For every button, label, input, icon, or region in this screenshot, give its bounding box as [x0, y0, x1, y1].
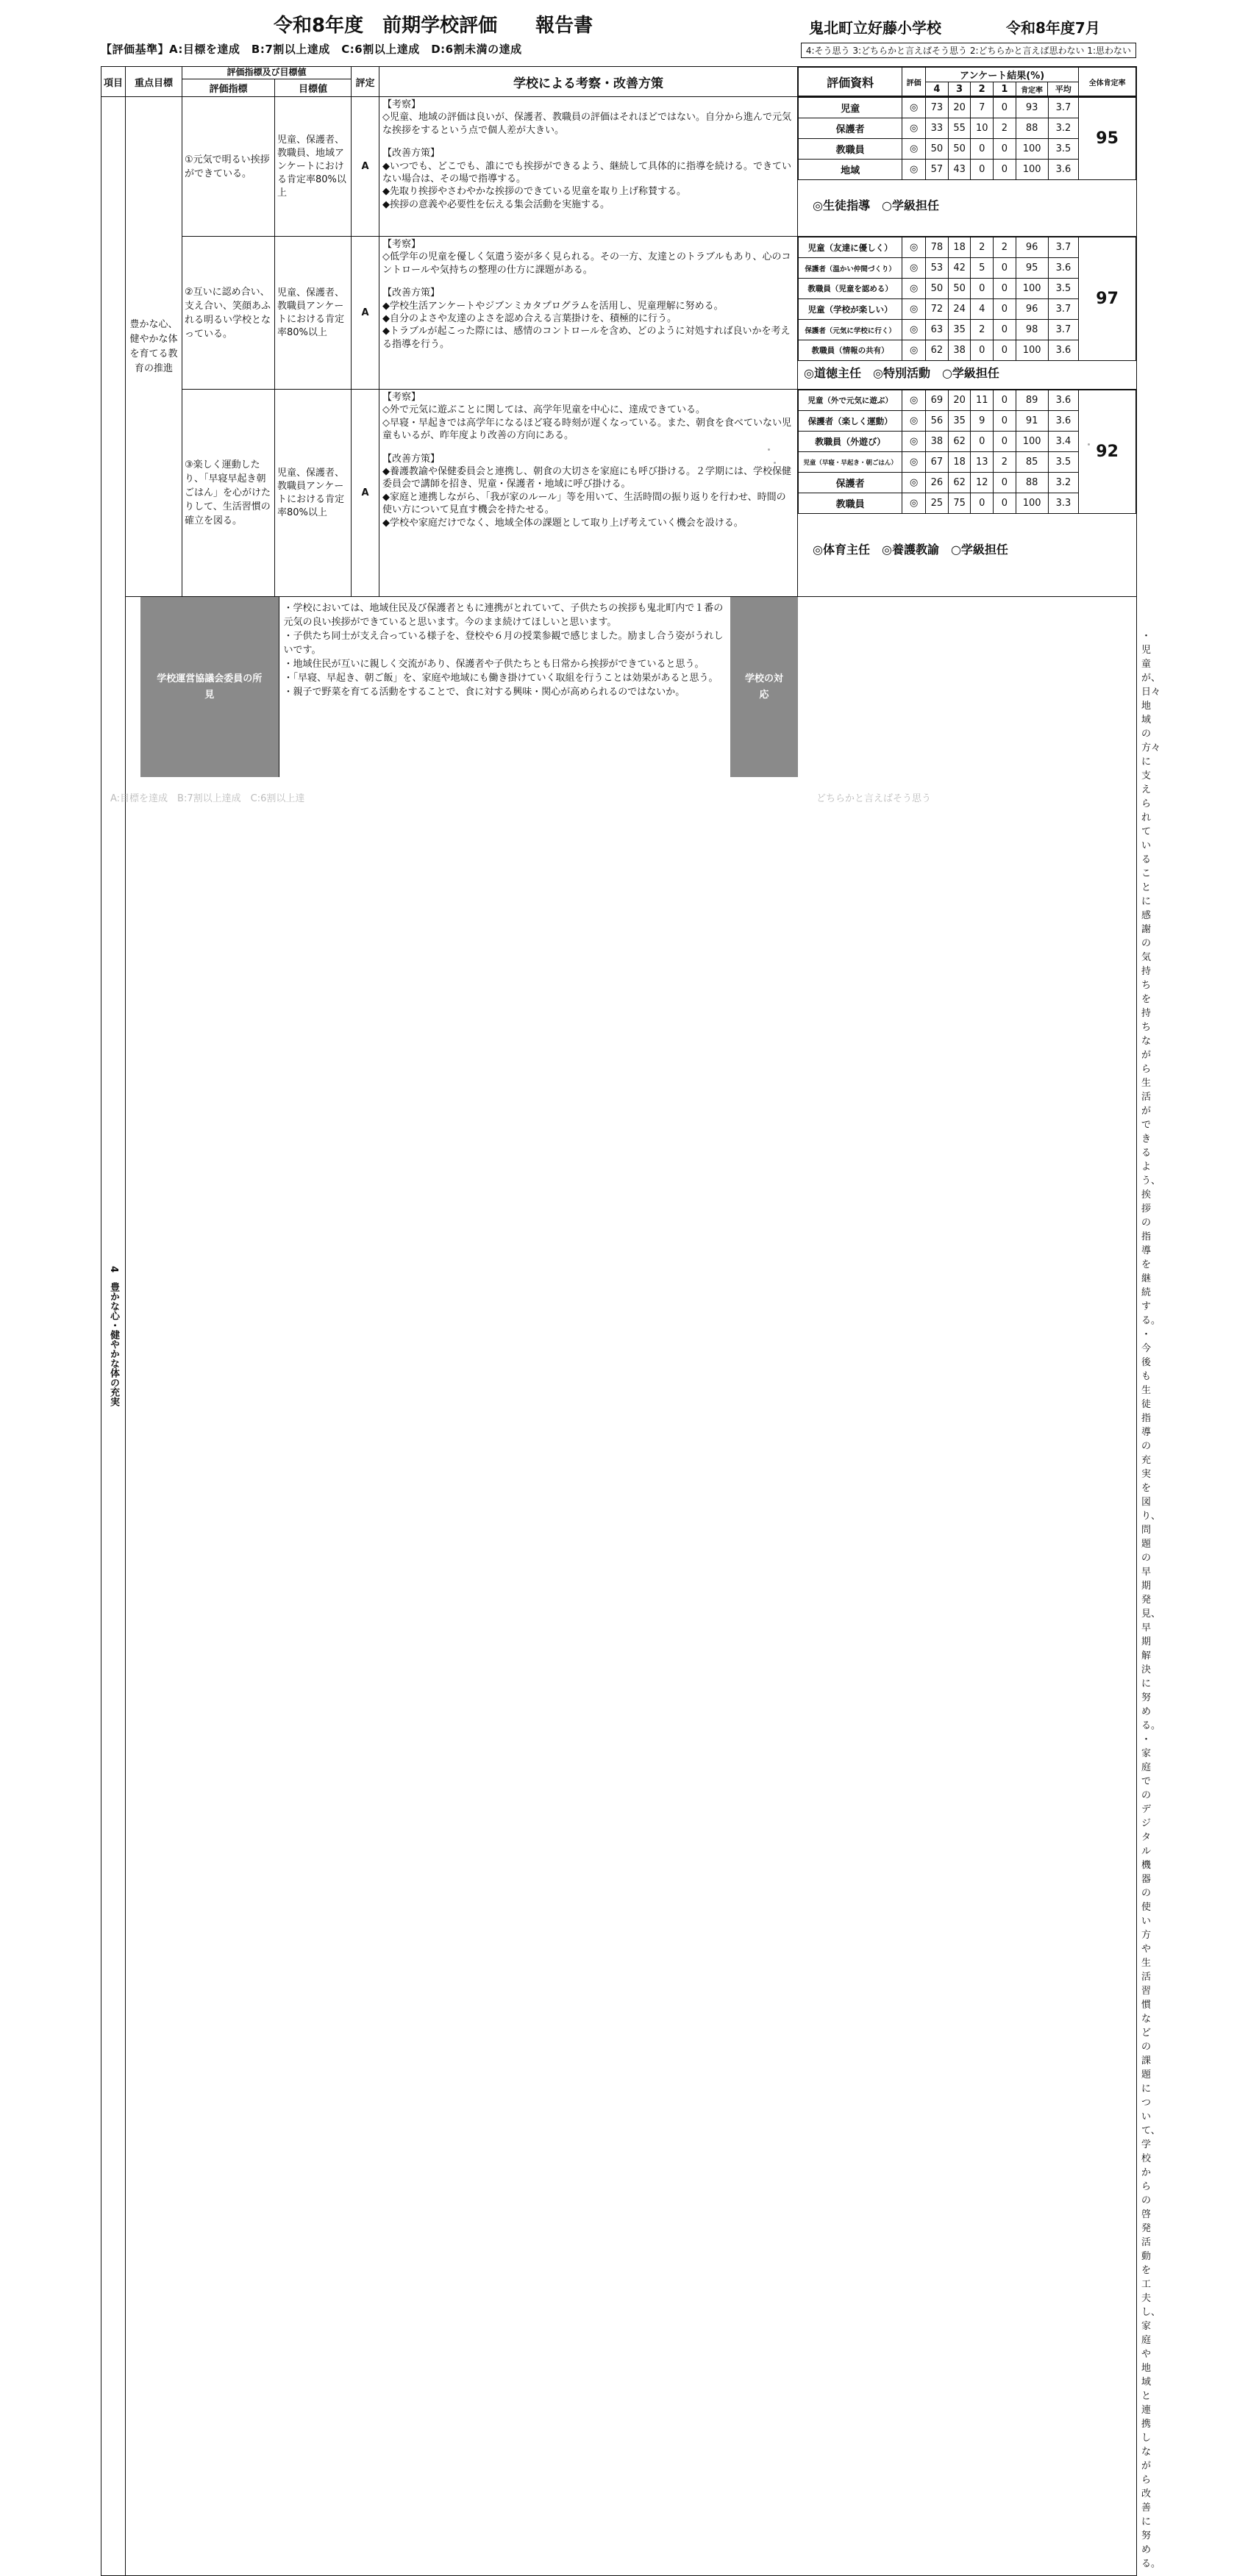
survey-table-1 [798, 97, 1136, 180]
survey-v2: 0 [971, 279, 994, 299]
survey-positive: 88 [1016, 473, 1048, 493]
survey-header-cell [798, 67, 1137, 97]
responsible-3: ◎体育主任 ◎養護教諭 ○学級担任 [813, 543, 1008, 557]
grade-2: A [352, 237, 379, 390]
council-comment: ・「早寝、早起き、朝ご飯」を、家庭や地域にも働き掛けていく取組を行うことは効果があると思う。 [283, 673, 719, 684]
survey-positive: 91 [1016, 411, 1048, 432]
survey-v4: 56 [926, 411, 949, 432]
school-name: 鬼北町立好藤小学校 [809, 19, 941, 37]
col-header-material: 評価資料 [799, 68, 902, 96]
survey-v2: 4 [971, 299, 994, 320]
survey-v2: 9 [971, 411, 994, 432]
col-header-indicator: 評価指標 [182, 79, 275, 96]
col-header-target: 目標値 [275, 79, 352, 96]
survey-v2: 2 [971, 237, 994, 258]
survey-v3: 18 [948, 452, 971, 473]
scan-speck [1088, 443, 1090, 446]
survey-v2: 7 [971, 98, 994, 118]
survey-v2: 12 [971, 473, 994, 493]
reflection-head: 【考察】 [382, 392, 421, 403]
reflection-1 [379, 97, 798, 237]
survey-positive: 98 [1016, 320, 1048, 340]
survey-v2: 13 [971, 452, 994, 473]
survey-row [799, 390, 1136, 411]
survey-v4: 57 [926, 160, 949, 180]
survey-v3: 35 [948, 320, 971, 340]
survey-v1: 0 [994, 98, 1016, 118]
survey-eval: ◎ [902, 390, 926, 411]
survey-positive: 96 [1016, 237, 1048, 258]
survey-average: 3.5 [1048, 452, 1079, 473]
survey-average: 3.6 [1048, 258, 1079, 279]
page-title: 令和8年度 前期学校評価 報告書 [274, 15, 593, 37]
council-comment: ・子供たち同士が支え合っている様子を、登校や６月の授業参観で感じました。励まし合う姿がうれしいです。 [283, 631, 724, 656]
reflection-text: ◇低学年の児童を優しく気遣う姿が多く見られる。その一方、友達とのトラブルもあり、心のコントロールや気持ちの整理の仕方に課題がある。 [382, 251, 791, 276]
survey-positive: 93 [1016, 98, 1048, 118]
survey-label: 児童（外で元気に遊ぶ） [799, 390, 902, 411]
survey-label: 教職員（外遊び） [799, 432, 902, 452]
survey-block-1 [798, 97, 1137, 237]
survey-eval: ◎ [902, 340, 926, 361]
survey-v1: 0 [994, 411, 1016, 432]
survey-v3: 38 [948, 340, 971, 361]
survey-eval: ◎ [902, 299, 926, 320]
council-comment: ・学校においては、地域住民及び保護者ともに連携がとれていて、子供たちの挨拶も鬼北町内で１番の元気の良い挨拶ができていると思います。今のまま続けてほしいと思います。 [283, 603, 724, 628]
survey-average: 3.5 [1048, 279, 1079, 299]
survey-positive: 100 [1016, 432, 1048, 452]
survey-v4: 33 [926, 118, 949, 139]
council-response-cell [126, 597, 1137, 2576]
council-comments [279, 597, 730, 777]
survey-eval: ◎ [902, 452, 926, 473]
responsible-2: ◎道徳主任 ◎特別活動 ○学級担任 [804, 366, 999, 380]
improve-text: ◆学校生活アンケートやジブンミカタプログラムを活用し、児童理解に努める。 ◆自分のよさや友達のよさを認め合える言葉掛けを、積極的に行う。 ◆トラブルが起こった際には、感情のコントロールを含め、どのように対処すれば良いかを考える指導を行う。 [382, 300, 791, 350]
reflection-3 [379, 390, 798, 597]
reflection-head: 【考察】 [382, 239, 421, 250]
target-3: 児童、保護者、教職員アンケートにおける肯定率80%以上 [275, 390, 352, 597]
survey-v3: 55 [948, 118, 971, 139]
col-header-positive: 肯定率 [1016, 82, 1048, 96]
improve-head: 【改善方策】 [382, 453, 441, 465]
survey-label: 児童（友達に優しく） [799, 237, 902, 258]
scan-speck [774, 462, 776, 464]
survey-v4: 38 [926, 432, 949, 452]
bleed-through-left: A:目標を達成 B:7割以上達成 C:6割以上達 [110, 793, 305, 804]
survey-v2: 10 [971, 118, 994, 139]
survey-average: 3.4 [1048, 432, 1079, 452]
survey-eval: ◎ [902, 320, 926, 340]
evaluation-criteria: 【評価基準】A:目標を達成 B:7割以上達成 C:6割以上達成 D:6割未満の達成 [101, 43, 522, 56]
reflection-head: 【考察】 [382, 99, 421, 110]
survey-positive: 95 [1016, 258, 1048, 279]
survey-v3: 42 [948, 258, 971, 279]
reflection-text: ◇外で元気に遊ぶことに関しては、高学年児童を中心に、達成できている。 ◇早寝・早起きでは高学年になるほど寝る時刻が遅くなっている。また、朝食を食べていない児童もいるが、昨年度より改善の方向にある。 [382, 404, 792, 442]
survey-v1: 2 [994, 452, 1016, 473]
col-header-goal: 重点目標 [126, 67, 182, 97]
survey-label: 児童（早寝・早起き・朝ごはん） [799, 452, 902, 473]
survey-v1: 0 [994, 390, 1016, 411]
survey-v2: 11 [971, 390, 994, 411]
survey-average: 3.7 [1048, 98, 1079, 118]
survey-v2: 0 [971, 493, 994, 514]
survey-eval: ◎ [902, 237, 926, 258]
survey-v3: 24 [948, 299, 971, 320]
survey-v3: 62 [948, 473, 971, 493]
section-goal: 豊かな心、健やかな体を育てる教育の推進 [126, 97, 182, 597]
survey-eval: ◎ [902, 473, 926, 493]
survey-v3: 50 [948, 279, 971, 299]
council-comment: ・地域住民が互いに親しく交流があり、保護者や子供たちとも日常から挨拶ができていると思う。 [283, 659, 705, 670]
indicator-3: ③楽しく運動したり、「早寝早起き朝ごはん」を心がけたりして、生活習慣の確立を図る。 [182, 390, 275, 597]
overall-positive-3: 92 [1079, 390, 1136, 514]
survey-label: 教職員 [799, 139, 902, 160]
survey-positive: 100 [1016, 279, 1048, 299]
col-header-grade: 評定 [352, 67, 379, 97]
survey-v3: 75 [948, 493, 971, 514]
col-header-survey: アンケート結果(%) [926, 68, 1079, 82]
survey-v4: 50 [926, 279, 949, 299]
survey-eval: ◎ [902, 118, 926, 139]
survey-positive: 100 [1016, 340, 1048, 361]
col-header-overall: 全体肯定率 [1079, 68, 1136, 96]
improve-head: 【改善方策】 [382, 287, 441, 299]
col-header-s1: 1 [994, 82, 1016, 96]
col-header-item: 項目 [101, 67, 126, 97]
survey-v4: 63 [926, 320, 949, 340]
survey-positive: 85 [1016, 452, 1048, 473]
survey-v4: 78 [926, 237, 949, 258]
col-header-evaluation: 評価 [902, 68, 926, 96]
survey-average: 3.7 [1048, 237, 1079, 258]
survey-table-3 [798, 390, 1136, 514]
survey-label: 児童 [799, 98, 902, 118]
section-item-text: 4 豊かな心・健やかな体の充実 [108, 1265, 119, 1407]
survey-label: 児童（学校が楽しい） [799, 299, 902, 320]
survey-block-3 [798, 390, 1137, 597]
council-label: 学校運営協議会委員の所見 [140, 597, 279, 777]
survey-table-2 [798, 237, 1136, 361]
survey-row [799, 237, 1136, 258]
survey-v3: 35 [948, 411, 971, 432]
survey-v4: 69 [926, 390, 949, 411]
grade-3: A [352, 390, 379, 597]
col-header-reflection: 学校による考察・改善方策 [379, 67, 798, 97]
target-2: 児童、保護者、教職員アンケートにおける肯定率80%以上 [275, 237, 352, 390]
survey-positive: 88 [1016, 118, 1048, 139]
survey-average: 3.7 [1048, 320, 1079, 340]
overall-positive-2: 97 [1079, 237, 1136, 361]
survey-v1: 0 [994, 160, 1016, 180]
col-header-s2: 2 [971, 82, 994, 96]
survey-average: 3.5 [1048, 139, 1079, 160]
survey-eval: ◎ [902, 98, 926, 118]
survey-label: 教職員（児童を認める） [799, 279, 902, 299]
survey-average: 3.6 [1048, 160, 1079, 180]
survey-eval: ◎ [902, 258, 926, 279]
indicator-1: ①元気で明るい挨拶ができている。 [182, 97, 275, 237]
survey-average: 3.2 [1048, 473, 1079, 493]
survey-v1: 2 [994, 237, 1016, 258]
survey-v4: 67 [926, 452, 949, 473]
survey-header [798, 67, 1136, 96]
survey-v2: 0 [971, 139, 994, 160]
survey-v1: 0 [994, 320, 1016, 340]
survey-eval: ◎ [902, 160, 926, 180]
survey-v3: 43 [948, 160, 971, 180]
survey-v3: 18 [948, 237, 971, 258]
survey-v3: 20 [948, 98, 971, 118]
survey-label: 保護者（楽しく運動） [799, 411, 902, 432]
survey-v2: 0 [971, 432, 994, 452]
indicator-2: ②互いに認め合い、支え合い、笑顔あふれる明るい学校となっている。 [182, 237, 275, 390]
survey-average: 3.7 [1048, 299, 1079, 320]
scan-speck [768, 448, 770, 451]
council-table [126, 597, 1136, 777]
survey-positive: 100 [1016, 139, 1048, 160]
survey-v1: 0 [994, 432, 1016, 452]
survey-v2: 0 [971, 160, 994, 180]
survey-v3: 20 [948, 390, 971, 411]
survey-label: 教職員 [799, 493, 902, 514]
survey-positive: 100 [1016, 160, 1048, 180]
survey-eval: ◎ [902, 139, 926, 160]
survey-v3: 50 [948, 139, 971, 160]
survey-eval: ◎ [902, 279, 926, 299]
improve-text: ◆養護教諭や保健委員会と連携し、朝食の大切さを家庭にも呼び掛ける。２学期には、学校保健委員会で講師を招き、児童・保護者・地域に呼び掛ける。 ◆家庭と連携しながら、「我が家のルール」等を用いて、生活時間の振り返りを行わせ、時間の使い方について見直す機会を持たせる。 ◆学校や家庭だけでなく、地域全体の課題として取り上げ考えていく機会を設ける。 [382, 466, 792, 529]
survey-v1: 0 [994, 279, 1016, 299]
council-comment: ・親子で野菜を育てる活動をすることで、食に対する興味・関心が高められるのではないか。 [283, 687, 685, 698]
survey-label: 保護者（元気に学校に行く） [799, 320, 902, 340]
survey-label: 保護者（温かい仲間づくり） [799, 258, 902, 279]
grade-1: A [352, 97, 379, 237]
survey-average: 3.6 [1048, 390, 1079, 411]
evaluation-table: 項目 重点目標 評価指標及び目標値 評定 学校による考察・改善方策 評価資料 評価 アンケート結果(%) 全体肯定率 4 3 2 1 肯定率 平均 評価指標 目標値 4 豊かな心・健やかな体の充実 豊かな心、健やかな体を育てる教育の推進 ①元気で明るい挨拶ができている。 児童、保護者、教職員、地域アンケートにおける肯定率80%以上 A 【考察】 ◇児童、地域の評価は良いが、保護者、教職員の評価はそれほどではない。自分から進んで元気な挨拶をするという点で個人差が大きい。 【改善方策】 ◆いつでも、どこでも、誰にでも挨拶ができるよう、継続して具体的に指導を続ける。できていない場合は、その場で指導する。 ◆先取り挨拶やさわやかな挨拶のできている児童を取り上げ称賛する。 ◆挨拶の意義や必要性を伝える集会活動を実施する。 児童 ◎ 73 20 7 0 93 3.7 95 保護者 ◎ 33 55 10 2 88 3.2 教職員 ◎ 50 50 0 0 100 3.5 地域 ◎ 57 43 0 0 100 3.6 ◎生徒指導 ○学級担任 ②互いに認め合い、支え合い、笑顔あふれる明るい学校となっている。 児童、保護者、教職員アンケートにおける肯定率80%以上 A 【考察】 ◇低学年の児童を優しく気遣う姿が多く見られる。その一方、友達とのトラブルもあり、心のコントロールや気持ちの整理の仕方に課題がある。 【改善方策】 ◆学校生活アンケートやジブンミカタプログラムを活用し、児童理解に努める。 ◆自分のよさや友達のよさを認め合える言葉掛けを、積極的に行う。 ◆トラブルが起こった際には、感情のコントロールを含め、どのように対処すれば良いかを考える指導を行う。 児童（友達に優しく） ◎ 78 18 2 2 96 3.7 97 保護者（温かい仲間づくり） ◎ 53 42 5 0 95 3.6 教職員（児童を認める） ◎ 50 50 0 0 100 3.5 児童（学校が楽しい） ◎ 72 24 4 0 96 3.7 保護者（元気に学校に行く） ◎ 63 35 2 0 98 3.7 教職員（情報の共有） ◎ 62 38 0 0 100 3.6 ◎道徳主任 ◎特別活動 ○学級担任 ③楽しく運動したり、「早寝早起き朝ごはん」を心がけたりして、生活習慣の確立を図る。 児童、保護者、教職員アンケートにおける肯定率80%以上 A 【考察】 ◇外で元気に遊ぶことに関しては、高学年児童を中心に、達成できている。 ◇早寝・早起きでは高学年になるほど寝る時刻が遅くなっている。また、朝食を食べていない児童もいるが、昨年度より改善の方向にある。 【改善方策】 ◆養護教諭や保健委員会と連携し、朝食の大切さを家庭にも呼び掛ける。２学期には、学校保健委員会で講師を招き、児童・保護者・地域に呼び掛ける。 ◆家庭と連携しながら、「我が家のルール」等を用いて、生活時間の振り返りを行わせ、時間の使い方について見直す機会を持たせる。 ◆学校や家庭だけでなく、地域全体の課題として取り上げ考えていく機会を設ける。 児童（外で元気に遊ぶ） ◎ 69 20 11 0 89 3.6 92 保護者（楽しく運動） ◎ 56 35 9 0 91 3.6 教職員（外遊び） ◎ 38 62 0 0 100 3.4 児童（早寝・早起き・朝ごはん） ◎ 67 18 13 2 85 3.5 保護者 ◎ 26 62 12 0 88 3.2 教職員 ◎ 25 75 0 0 100 3.3 ◎体育主任 ◎養護教諭 ○学級担任 学校運営協議会委員の所見 ・学校においては、地域住民及び保護者ともに連携がとれていて、子供たちの挨拶も鬼北町内で１番の元気の良い挨拶ができていると思います。今のまま続けてほしいと思います。 ・子供たち同士が支え合っている様子を、登校や６月の授業参観で感じました。励まし合う姿がうれしいです。 ・地域住民が互いに親しく交流があり、保護者や子供たちとも日常から挨拶ができていると思う。 ・「早寝、早起き、朝ご飯」を、家庭や地域にも働き掛けていく取組を行うことは効果があると思う。 ・親子で野菜を育てる活動をすることで、食に対する興味・関心が高められるのではないか。 学校の対応 ・児童が、日々地域の方々に支えられていることに感謝の気持ちを持ちながら生活ができるよう、挨拶の指導を継続する。 ・今後も生徒指導の充実を図り、問題の早期発見、早期解決に努める。 ・家庭でのデジタル機器の使い方や生活習慣などの課題について、学校からの啓発活動を工夫し、家庭や地域と連携しながら改善に努める。 [101, 66, 1137, 2576]
overall-positive-1: 95 [1079, 98, 1136, 180]
survey-label: 保護者 [799, 118, 902, 139]
survey-v2: 0 [971, 340, 994, 361]
survey-v1: 2 [994, 118, 1016, 139]
target-1: 児童、保護者、教職員、地域アンケートにおける肯定率80%以上 [275, 97, 352, 237]
survey-v4: 25 [926, 493, 949, 514]
survey-average: 3.6 [1048, 340, 1079, 361]
survey-block-2 [798, 237, 1137, 390]
survey-average: 3.3 [1048, 493, 1079, 514]
improve-head: 【改善方策】 [382, 148, 441, 160]
reflection-2 [379, 237, 798, 390]
survey-v4: 73 [926, 98, 949, 118]
survey-v1: 0 [994, 258, 1016, 279]
survey-label: 地域 [799, 160, 902, 180]
col-header-indicator-group: 評価指標及び目標値 [182, 67, 352, 79]
survey-v4: 53 [926, 258, 949, 279]
survey-average: 3.2 [1048, 118, 1079, 139]
col-header-s3: 3 [948, 82, 971, 96]
survey-eval: ◎ [902, 493, 926, 514]
survey-v1: 0 [994, 299, 1016, 320]
survey-row [799, 98, 1136, 118]
criteria-bar [101, 41, 1136, 59]
bleed-through-right: どちらかと言えばそう思う [816, 793, 932, 804]
survey-positive: 89 [1016, 390, 1048, 411]
survey-v2: 2 [971, 320, 994, 340]
section-item [101, 97, 126, 2576]
responsible-1: ◎生徒指導 ○学級担任 [813, 198, 939, 212]
survey-v4: 26 [926, 473, 949, 493]
survey-label: 保護者 [799, 473, 902, 493]
survey-eval: ◎ [902, 432, 926, 452]
survey-v1: 0 [994, 139, 1016, 160]
survey-v1: 0 [994, 473, 1016, 493]
survey-v4: 72 [926, 299, 949, 320]
col-header-average: 平均 [1048, 82, 1079, 96]
survey-eval: ◎ [902, 411, 926, 432]
survey-average: 3.6 [1048, 411, 1079, 432]
survey-v1: 0 [994, 493, 1016, 514]
survey-v1: 0 [994, 340, 1016, 361]
survey-v4: 50 [926, 139, 949, 160]
improve-text: ◆いつでも、どこでも、誰にでも挨拶ができるよう、継続して具体的に指導を続ける。できていない場合は、その場で指導する。 ◆先取り挨拶やさわやかな挨拶のできている児童を取り上げ称賛する。 ◆挨拶の意義や必要性を伝える集会活動を実施する。 [382, 160, 792, 210]
survey-v3: 62 [948, 432, 971, 452]
survey-v4: 62 [926, 340, 949, 361]
col-header-s4: 4 [926, 82, 949, 96]
response-label: 学校の対応 [730, 597, 798, 777]
report-date: 令和8年度7月 [1006, 19, 1100, 37]
survey-positive: 96 [1016, 299, 1048, 320]
survey-label: 教職員（情報の共有） [799, 340, 902, 361]
survey-scale-legend: 4:そう思う 3:どちらかと言えばそう思う 2:どちらかと言えば思わない 1:思わない [801, 43, 1136, 58]
reflection-text: ◇児童、地域の評価は良いが、保護者、教職員の評価はそれほどではない。自分から進んで元気な挨拶をするという点で個人差が大きい。 [382, 112, 792, 136]
survey-positive: 100 [1016, 493, 1048, 514]
survey-v2: 5 [971, 258, 994, 279]
